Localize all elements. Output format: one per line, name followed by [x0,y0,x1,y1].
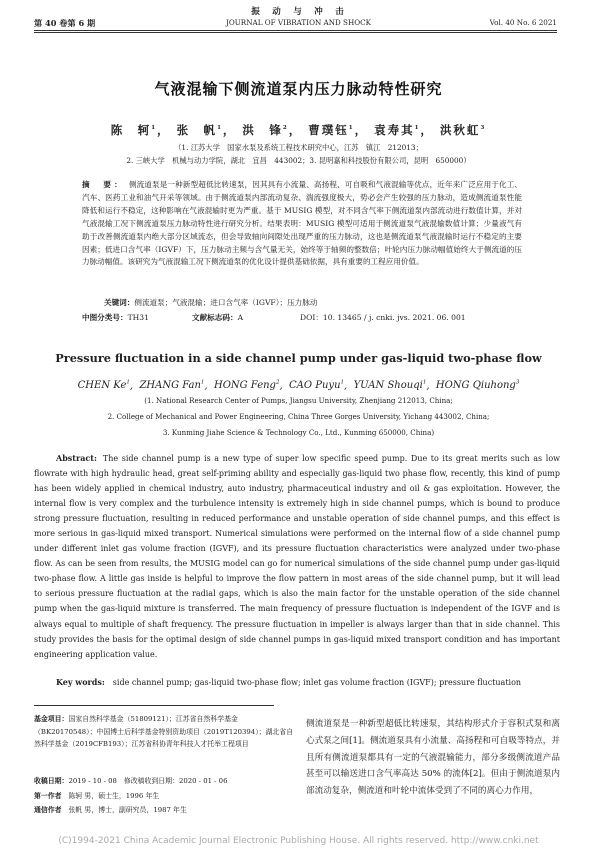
abstract-cn-label: 摘 要： [82,180,125,189]
affiliation-en-line: 3. Kunming Jiahe Science & Technology Co., Ltd., Kunming 650000, China) [162,428,435,437]
journal-name-cn: 振 动 与 冲 击 [251,7,346,17]
author-en: HONG Qiuhong$^3$ [435,380,520,392]
abstract-en-text: The side channel pump is a new type of super low specific speed pump. Due to its great merits such as low flowrate with high hydraulic head, great self-priming ability and especially gas-liquid two phase flow, recently, this kind of pump has been widely applied in chemical industry, auto industry, pharmaceutical industry and oil & gas exploitation. However, the internal flow is very complex and the turbulence intensity is extremely high in side channel pumps, which is bound to produce strong pressure fluctuation, resulting in reduced performance and unstable operation of side channel pumps, and this effect is more serious in gas-liquid mixed transport. Numerical simulations were performed on the internal flow of a side channel pump under different inlet gas volume fraction (IGVF), and its pressure fluctuation characteristics were analyzed under two-phase flow. As can be seen from results, the MUSIG model can go for numerical simulations of the side channel pump under gas-liquid two-phase flow. A little gas inside is helpful to improve the flow pattern in most areas of the side channel pump, but it will lead to serious pressure fluctuation at the radial gaps, which is also the main factor for the unstable operation of the side channel pump when the gas-liquid mixture is transferred. The main frequency of pressure fluctuation is independent of the IGVF and is always equal to multiple of shaft frequency. The pressure fluctuation in impeller is always larger than that in side channel. This study provides the basis for the optimal design of side channel pumps in gas-liquid mixed transport condition and has important engineering application value. [34,454,560,659]
authors-en: CHEN Ke$^1$, ZHANG Fan$^1$, HONG Feng$^2$, CAO Puyu$^1$, YUAN Shouqi$^1$, HONG Qiuhong$^3$ [77,380,520,392]
footnote-funding: 基金项目：国家自然科学基金（51809121）；江苏省自然科学基金（BK20170548）；中国博士后科学基金特别资助项目（2019T120394）；湖北省自然科学基金（2019CFB193）；江苏省科协青年科技人才托举工程项目 [34,715,294,748]
affiliation-en-line: 2. College of Mechanical and Power Engineering, China Three Gorges University, Yichang 443002, China; [107,412,490,421]
footnote-first-author: 第一作者 陈轲 男，硕士生，1996 年生 [34,792,160,800]
copyright-footer: (C)1994-2021 China Academic Journal Electronic Publishing House. All rights reserved. http://www.cnki.net [58,836,539,846]
author-cn: 洪 锋$^2$ [242,123,289,137]
doi: DOI：10. 13465 / j. cnki. jvs. 2021. 06. 001 [300,313,466,322]
authors-cn: 陈 轲$^1$， 张 帆$^1$， 洪 锋$^2$， 曹璞钰$^1$， 袁寿其$^1$， 洪秋虹$^3$ [110,123,487,137]
author-cn: 张 帆$^1$ [176,123,223,137]
author-en: CAO Puyu$^1$ [289,380,345,392]
header-rule [34,30,557,31]
keywords-cn: 关键词：侧流道泵；气液混输；进口含气率（IGVF）；压力脉动 [104,298,318,307]
abstract-en [34,451,560,662]
abstract-cn [82,179,522,269]
footnote-dates: 收稿日期：2019 - 10 - 08 修改稿收到日期：2020 - 01 - 06 [34,777,228,785]
keywords-en: Key words: side channel pump; gas-liquid two-phase flow; inlet gas volume fraction (IGVF); pressure fluctuation [56,677,522,687]
author-en: ZHANG Fan$^1$ [139,380,205,392]
affiliation-cn-line: （1. 江苏大学 国家水泵及系统工程技术研究中心，江苏 镇江 212013； [174,143,423,152]
body-text-cn: 侧流道泵是一种新型超低比转速泵，其结构形式介于容积式泵和离心式泵之间[1]。侧流道泵具有小流量、高扬程和可自吸等特点，并且所有侧流道泵都具有一定的气液混输能力，部分多级侧流道产品甚至可以输送进口含气率高达 50% 的流体[2]。但由于侧流道泵内部流动复杂，侧流道和叶轮中流体受到了不同的离心力作用， [306,719,560,797]
author-en: CHEN Ke$^1$ [77,380,130,392]
footnote-rule [34,705,274,706]
journal-name-en: JOURNAL OF VIBRATION AND SHOCK [225,18,372,27]
author-cn: 袁寿其$^1$ [374,123,421,137]
doc-code-cn: 文献标志码：A [192,313,244,322]
title-en: Pressure fluctuation in a side channel pump under gas-liquid two-phase flow [55,351,542,365]
author-cn: 曹璞钰$^1$ [308,123,355,137]
volume-issue-cn: 第 40 卷第 6 期 [34,18,96,28]
volume-issue-en: Vol. 40 No. 6 2021 [489,18,557,27]
footnote-corresponding-author: 通信作者 张帆 男，博士，副研究员，1987 年生 [34,806,187,814]
author-en: YUAN Shouqi$^1$ [353,380,427,392]
abstract-en-label: Abstract: [56,453,97,463]
header-rule-thin [34,32,557,33]
author-cn: 洪秋虹$^3$ [439,123,487,137]
abstract-cn-text: 侧流道泵是一种新型超低比转速泵，因其具有小流量、高扬程、可自吸和气液混输等优点，近年来广泛应用于化工、汽车、医药工业和油气开采等领域。由于侧流道泵内部流动复杂、湍流强度极大，势必会产生较强的压力脉动，造成侧流道泵性能降低和运行不稳定，这种影响在气液混输时更为严重。基于 MUSIG 模型，对不同含气率下侧流道泵内部流动进行数值计算，并对气液混输工况下侧流道泵压力脉动特性进行研究分析。结果表明：MUSIG 模型可适用于侧流道泵气液混输数值计算；少量液气有助于改善侧流道泵内绝大部分区域流态，但会导致轴向间隙处出现严重的压力脉动，这也是侧流道泵气液混输时运行不稳定的主要因素；低进口含气率（IGVF）下，压力脉动主频与含气量无关，始终等于轴频的整数倍；叶轮内压力脉动幅值始终大于侧流道的压力脉动幅值。该研究为气液混输工况下侧流道泵的优化设计提供基础依据，具有重要的工程应用价值。 [82,180,523,267]
author-en: HONG Feng$^2$ [213,380,280,392]
classification-cn: 中图分类号：TH31 [82,313,149,322]
affiliation-cn-line: 2. 三峡大学 机械与动力学院，湖北 宜昌 443002；3. 昆明嘉和科技股份有限公司，昆明 650000） [126,156,471,165]
affiliation-en-line: (1. National Research Center of Pumps, Jiangsu University, Zhenjiang 212013, China; [144,396,453,405]
author-cn: 陈 轲$^1$ [110,123,158,137]
title-cn: 气液混输下侧流道泵内压力脉动特性研究 [154,80,443,98]
